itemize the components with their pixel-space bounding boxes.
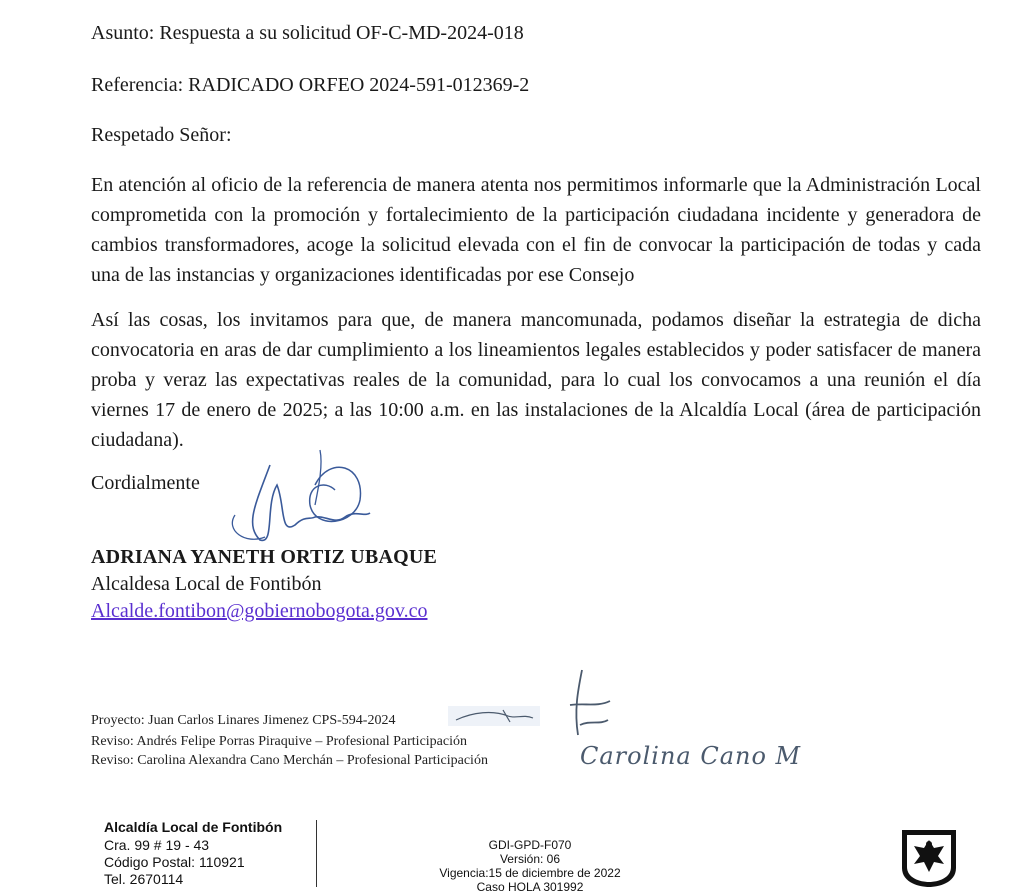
signature-ortiz (215, 445, 385, 550)
salutation: Respetado Señor: (91, 124, 232, 146)
signatory-email-link[interactable]: Alcalde.fontibon@gobiernobogota.gov.co (91, 600, 428, 622)
reference-line: Referencia: RADICADO ORFEO 2024-591-012369-2 (91, 74, 530, 96)
subject-line: Asunto: Respuesta a su solicitud OF-C-MD-2024-018 (91, 22, 524, 44)
footer-form-code: GDI-GPD-F070 (488, 838, 572, 852)
closing: Cordialmente (91, 472, 200, 494)
reviewer-signature (560, 665, 620, 745)
footer-phone: Tel. 2670114 (104, 871, 184, 887)
signatory-title: Alcaldesa Local de Fontibón (91, 573, 322, 595)
footer-validity: Vigencia:15 de diciembre de 2022 (439, 866, 621, 880)
footer-address: Cra. 99 # 19 - 43 (104, 837, 210, 853)
reviewed-by-2: Reviso: Carolina Alexandra Cano Merchán – Profesional Participación (91, 753, 488, 768)
footer-postal: Código Postal: 110921 (104, 854, 245, 870)
bogota-coat-of-arms-icon (898, 828, 960, 887)
footer-version: Versión: 06 (499, 852, 561, 866)
footer-office: Alcaldía Local de Fontibón (104, 819, 283, 835)
signatory-name: ADRIANA YANETH ORTIZ UBAQUE (91, 546, 438, 568)
footer-case: Caso HOLA 301992 (476, 880, 584, 894)
body-paragraph-2: Así las cosas, los invitamos para que, de manera mancomunada, podamos diseñar la estrategia de dicha convocatoria en aras de dar cumplimiento a los lineamientos legales establecidos y poder satisfacer de manera proba y veraz las expectativas reales de la comunidad, para lo cual los convocamos a una reunión el día viernes 17 de enero de 2025; a las 10:00 a.m. en las instalaciones de la Alcaldía Local (área de participación ciudadana). (91, 309, 981, 451)
reviewer-handwritten-name: Carolina Cano M (580, 742, 802, 770)
body-paragraph-1: En atención al oficio de la referencia de manera atenta nos permitimos informarle que la Administración Local comprometida con la promoción y fortalecimiento de la participación ciudadana incidente y generadora de cambios transformadores, acoge la solicitud elevada con el fin de convocar la participación de todas y cada una de las instancias y organizaciones identificadas por ese Consejo (91, 174, 981, 286)
reviewed-by-1: Reviso: Andrés Felipe Porras Piraquive – Profesional Participación (91, 734, 467, 749)
footer-divider (316, 820, 317, 887)
projected-by: Proyecto: Juan Carlos Linares Jimenez CPS-594-2024 (91, 713, 396, 728)
initials-signature (448, 706, 540, 726)
